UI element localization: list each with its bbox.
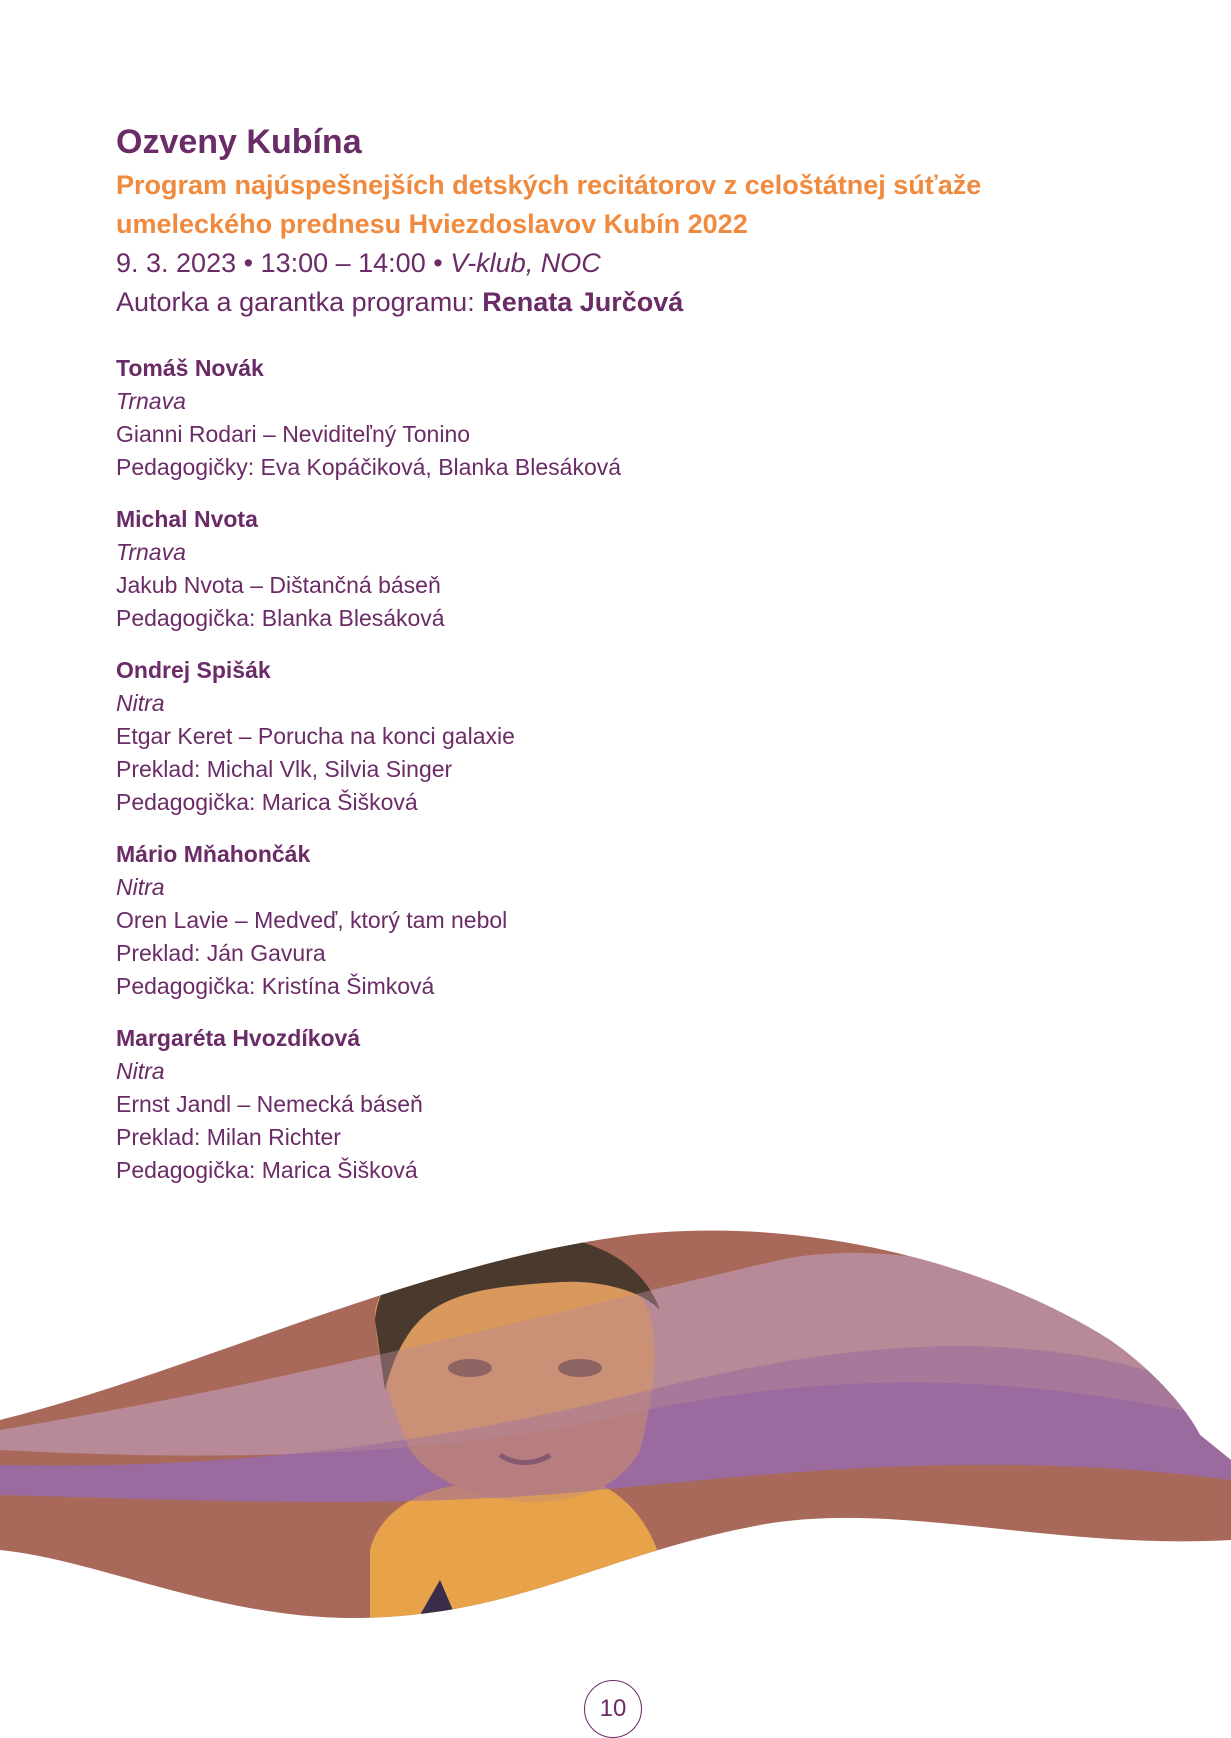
decorative-wave-illustration (0, 1220, 1231, 1640)
performed-work: Gianni Rodari – Neviditeľný Tonino (116, 421, 471, 447)
performer-name: Mário Mňahončák (116, 841, 311, 867)
performer-city: Nitra (116, 874, 165, 900)
translation: Preklad: Michal Vlk, Silvia Singer (116, 756, 453, 782)
performer-city: Trnava (116, 539, 186, 565)
page-title: Ozveny Kubína (116, 123, 362, 161)
performer-city: Nitra (116, 690, 165, 716)
program-page (116, 118, 1116, 1206)
performer-entry (116, 838, 1116, 1003)
performer-entry (116, 654, 1116, 819)
event-venue: V-klub, NOC (450, 248, 601, 278)
performer-name: Ondrej Spišák (116, 657, 271, 683)
performed-work: Jakub Nvota – Dištančná báseň (116, 572, 441, 598)
pedagogue: Pedagogička: Marica Šišková (116, 1157, 418, 1183)
performer-city: Trnava (116, 388, 186, 414)
pedagogue: Pedagogička: Marica Šišková (116, 789, 418, 815)
performed-work: Ernst Jandl – Nemecká báseň (116, 1091, 423, 1117)
translation: Preklad: Milan Richter (116, 1124, 341, 1150)
performed-work: Etgar Keret – Porucha na konci galaxie (116, 723, 515, 749)
pedagogue: Pedagogička: Blanka Blesáková (116, 605, 445, 631)
event-date-time: 9. 3. 2023 • 13:00 – 14:00 • (116, 248, 443, 278)
program-author (116, 283, 1116, 322)
pedagogue: Pedagogička: Kristína Šimková (116, 973, 435, 999)
program-subtitle: Program najúspešnejších detských recitátorov z celoštátnej súťaže umeleckého prednesu Hviezdoslavov Kubín 2022 (116, 170, 982, 239)
performer-name: Michal Nvota (116, 506, 258, 532)
performer-city: Nitra (116, 1058, 165, 1084)
event-datetime (116, 244, 1116, 283)
performer-entry (116, 503, 1116, 635)
performed-work: Oren Lavie – Medveď, ktorý tam nebol (116, 907, 508, 933)
performer-name: Tomáš Novák (116, 355, 264, 381)
author-label: Autorka a garantka programu: (116, 287, 475, 317)
author-name: Renata Jurčová (482, 287, 684, 317)
performer-entry (116, 352, 1116, 484)
performer-entry (116, 1022, 1116, 1187)
page-number: 10 (584, 1680, 642, 1738)
performer-list (116, 352, 1116, 1187)
pedagogue: Pedagogičky: Eva Kopáčiková, Blanka Blesáková (116, 454, 622, 480)
performer-name: Margaréta Hvozdíková (116, 1025, 361, 1051)
translation: Preklad: Ján Gavura (116, 940, 326, 966)
